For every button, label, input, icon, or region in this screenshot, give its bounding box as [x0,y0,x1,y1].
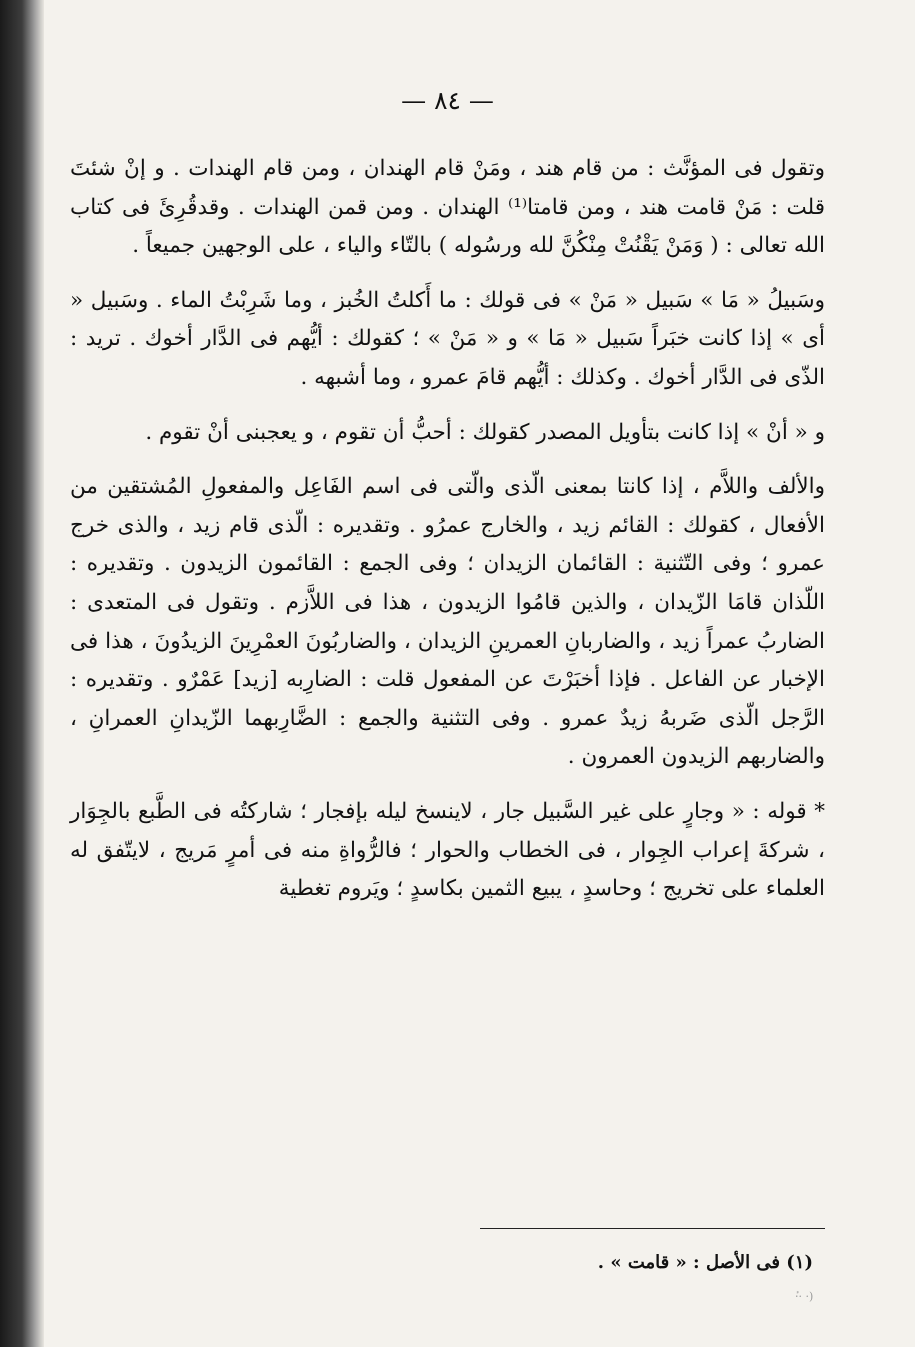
paragraph-commentary: * قوله : « وجارٍ على غير السَّبيل جار ، لاينسخ ليله بإفجار ؛ شاركتُه فى الطَّبع بالجِوَار ، شركةَ إعراب الجِوار ، فى الخطاب والحوار ؛ فالرُّواةِ منه فى أمرٍ مَريج ، لايتّفق له العلماء على تخريج ؛ وحاسدٍ ، يبيع الثمين بكاسدٍ ؛ ويَروم تغطية [70,798,825,902]
binding-edge [0,0,44,1347]
paragraph-ma-man: وسَبيلُ « مَا » سَبيل « مَنْ » فى قولك : ما أَكلتُ الخُبز ، وما شَرِبْتُ الماء . وسَبيل « أى » إذا كانت خبَراً سَبيل « مَا » و « مَنْ » ؛ كقولك : أيُّهم فى الدَّار أخوك . تريد : الذّى فى الدَّار أخوك . وكذلك : أيُّهم قامَ عمرو ، وما أشبهه . [70,287,825,390]
margin-mark: ·ٔ· ·) [795,1290,814,1303]
paragraph-alif-lam: والألف واللاَّم ، إذا كانتا بمعنى الّذى والّتى فى اسم الفَاعِل والمفعولِ المُشتقين من الأفعال ، كقولك : القائم زيد ، والخارج عمرُو . وتقديره : الّذى قام زيد ، والذى خرج عمرو ؛ وفى التّثنية : القائمان الزيدان ؛ وفى الجمع : القائمون الزيدون . وتقديره : اللّذان قامَا الزّيدان ، والذين قامُوا الزيدون ، هذا فى اللاَّزم . وتقول فى المتعدى : الضاربُ عمراً زيد ، والضاربانِ العمرينِ الزيدان ، والضاربُونَ العمْرِينَ الزيدُونَ ، هذا فى الإخبار عن الفاعل . فإذا أخبَرْتَ عن المفعول قلت : الضارِبه [زيد] عَمْرٌو . وتقديره : الرَّجل الّذى ضَربهُ زيدٌ عمرو . وفى التثنية والجمع : الضَّارِبهما الزّيدانِ العمرانِ ، والضاربهم الزيدون العمرون . [70,474,825,770]
page-number: — ٨٤ — [401,86,494,115]
book-page [70,0,825,1347]
footnote: (١) فى الأصل : « قامت » . [597,1252,813,1273]
paragraph-an: و « أنْ » إذا كانت بتأويل المصدر كقولك : أحبُّ أن تقوم ، و يعجبنى أنْ تقوم . [145,419,825,445]
paragraph-feminine: وتقول فى المؤنَّث : من قام هند ، ومَنْ قام الهندان ، ومن قام الهندات . و إنْ شئتَ قلت : مَنْ قامت هند ، ومن قامتا⁽¹⁾ الهندان . ومن قمن الهندات . وقدقُرِئَ فى كتاب الله تعالى : ( وَمَنْ يَقْنُتْ مِنْكُنَّ لله ورسُوله ) بالتّاء والياء ، على الوجهين جميعاً . [70,156,825,259]
body-text [70,150,825,925]
footnote-divider [480,1228,825,1229]
